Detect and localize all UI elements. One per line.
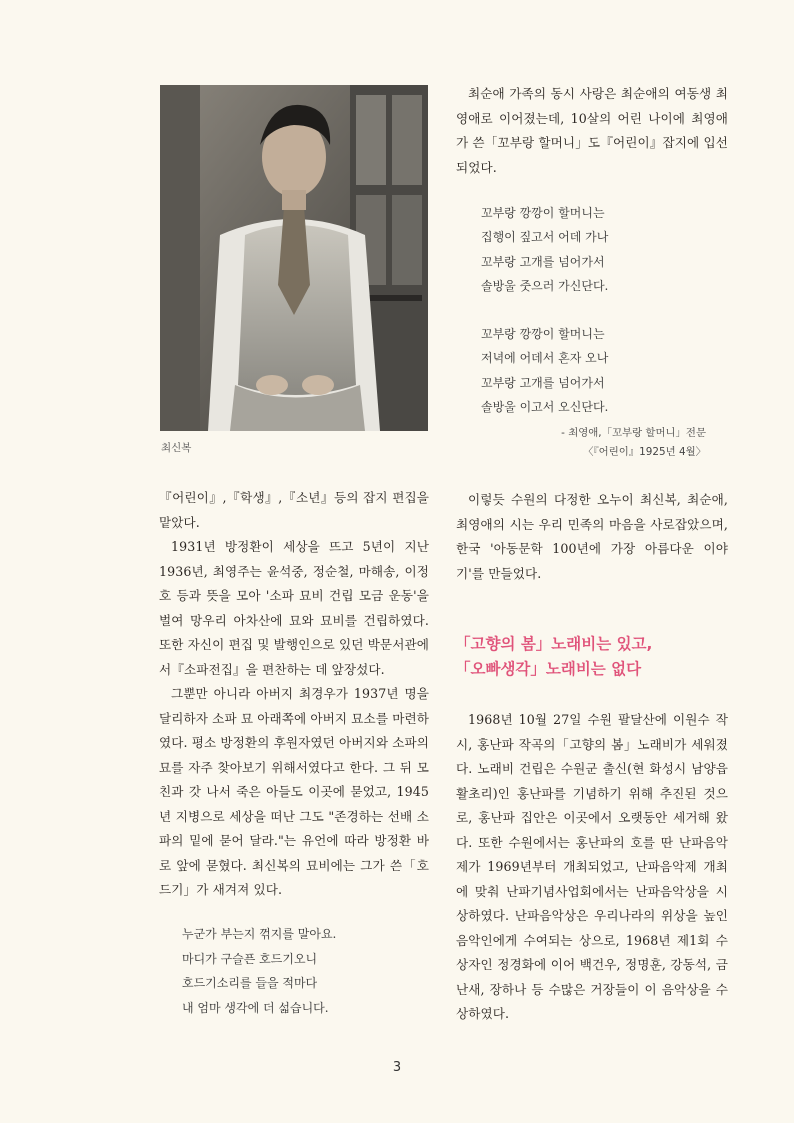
poem-line: 꼬부랑 고개를 넘어가서 [481,375,605,390]
poem-line: 저녁에 어데서 혼자 오나 [481,351,609,366]
poem-line: 솔방울 줏으러 가신단다. [481,278,609,293]
page-number: 3 [392,1060,402,1075]
source-line-2: 〈『어린이』1925년 4월〉 [583,446,706,458]
left-paragraph-2: 1931년 방정환이 세상을 뜨고 5년이 지난 1936년, 최영주는 윤석중, 정순철, 마해송, 이정호 등과 뜻을 모아 '소파 묘비 건립 모금 운동'을 벌여 망우리 아차산에 묘와 묘비를 건립하였다. 또한 자신이 편집 및 발행인으로 있던 박문서관에서『소파전집』을 편찬하는 데 앞장섰다. [159,539,429,677]
poem-line: 꼬부랑 고개를 넘어가서 [481,254,605,269]
poem-line: 솔방울 이고서 오신단다. [481,399,609,414]
photo-caption: 최신복 [161,442,192,454]
portrait-photo [160,85,428,431]
hodeugi-poem [182,922,422,1020]
right-column-top [456,82,728,180]
poem-line: 꼬부랑 깡깡이 할머니는 [481,206,605,220]
poem-stanza-2 [481,322,721,419]
poem-line: 내 엄마 생각에 더 섧습니다. [182,1000,329,1015]
portrait-image [160,85,428,431]
intro-paragraph: 최순애 가족의 동시 사랑은 최순애의 여동생 최영애로 이어졌는데, 10살의 어린 나이에 최영애가 쓴「꼬부랑 할머니」도『어린이』잡지에 입선되었다. [456,86,728,175]
closing-paragraph: 이렇듯 수원의 다정한 오누이 최신복, 최순애, 최영애의 시는 우리 민족의 마음을 사로잡았으며, 한국 '아동문학 100년에 가장 아름다운 이야기'를 만들었다. [456,492,728,581]
left-paragraph-1: 『어린이』,『학생』,『소년』등의 잡지 편집을 맡았다. [159,490,429,530]
heading-line-2: 「오빠생각」노래비는 없다 [455,660,642,678]
poem-source [456,424,706,462]
source-line-1: - 최영애,「꼬부랑 할머니」전문 [561,427,706,439]
left-column-text [159,486,429,903]
poem-line: 꼬부랑 깡깡이 할머니는 [481,327,605,341]
closing-block [456,488,728,586]
poem-line: 누군가 부는지 꺾지를 말아요. [182,927,337,941]
poem-line: 호드기소리를 들을 적마다 [182,976,318,990]
heading-line-1: 「고향의 봄」노래비는 있고, [455,635,653,653]
poem-line: 마디가 구슬픈 호드기오니 [182,951,318,966]
poem-line: 집행이 짚고서 어데 가나 [481,230,609,245]
section-paragraph: 1968년 10월 27일 수원 팔달산에 이원수 작시, 홍난파 작곡의「고향의 봄」노래비가 세워졌다. 노래비 건립은 수원군 출신(현 화성시 남양읍 활초리)인 홍난파를 기념하기 위해 추진된 것으로, 홍난파 집안은 이곳에서 오랫동안 세거해 왔다. 또한 수원에서는 홍난파의 호를 딴 난파음악제가 1969년부터 개최되었고, 난파음악제 개최에 맞춰 난파기념사업회에서는 난파음악상을 시상하였다. 난파음악상은 우리나라의 위상을 높인 음악인에게 수여되는 상으로, 1968년 제1회 수상자인 정경화에 이어 백건우, 정명훈, 강동석, 금난새, 장하나 등 수많은 거장들이 이 음악상을 수상하였다. [456,712,728,1021]
section-heading [455,632,735,682]
left-paragraph-3: 그뿐만 아니라 아버지 최경우가 1937년 명을 달리하자 소파 묘 아래쪽에 아버지 묘소를 마련하였다. 평소 방정환의 후원자였던 아버지와 소파의 묘를 자주 찾아보기 위해서였다고 한다. 그 뒤 모친과 갓 나서 죽은 아들도 이곳에 묻었고, 1945년 지병으로 세상을 떠난 그도 "존경하는 선배 소파의 밑에 묻어 달라."는 유언에 따라 방정환 바로 앞에 묻혔다. 최신복의 묘비에는 그가 쓴「호드기」가 새겨져 있다. [159,686,429,897]
poem-stanza-1 [481,201,721,298]
section-body [456,708,728,1027]
